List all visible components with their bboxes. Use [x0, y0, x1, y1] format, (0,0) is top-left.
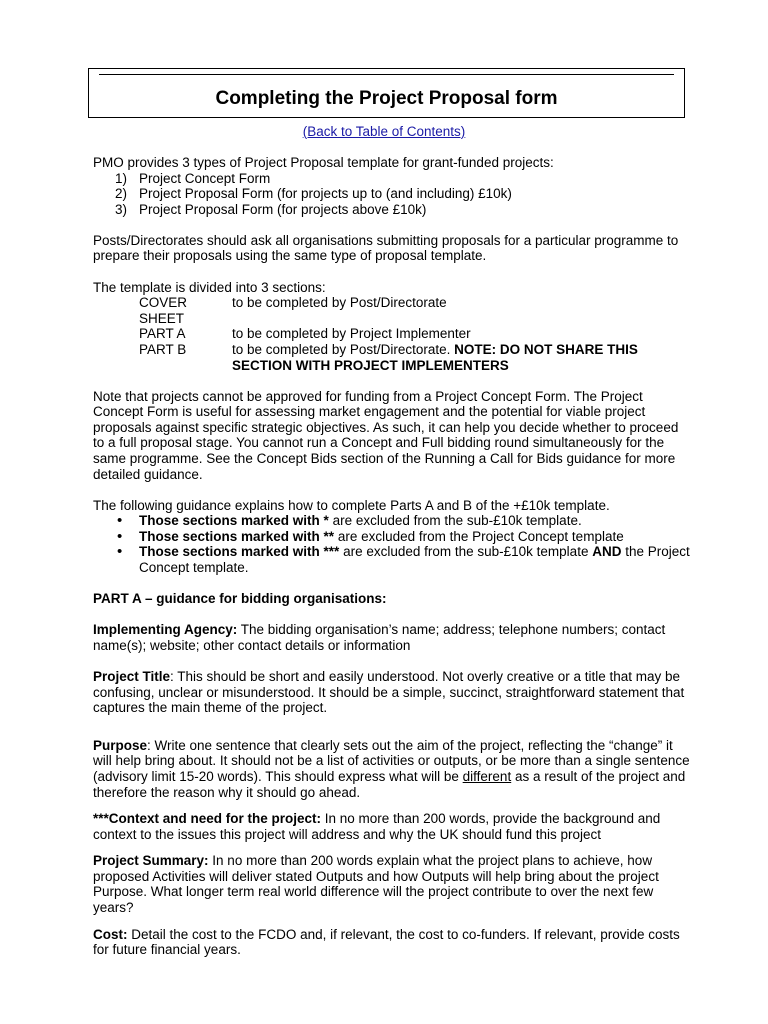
field-context: ***Context and need for the project: In no more than 200 words, provide the background and context to the issues this project will address and why the UK should fund this project [93, 811, 661, 842]
section-desc: to be completed by Project Implementer [232, 326, 471, 342]
document-body [93, 155, 693, 958]
section-row [93, 342, 693, 373]
list-item: Project Proposal Form (for projects up to (and including) £10k) [139, 186, 512, 202]
back-to-toc-link[interactable]: (Back to Table of Contents) [302, 124, 466, 139]
field-purpose: Purpose: Write one sentence that clearly sets out the aim of the project, reflecting the “change” it will help bring about. It should not be a list of activities or outputs, or be more than a single sentence (advisory limit 15-20 words). This should express what will be different as a result of the project and therefore the reason why it should go ahead. [93, 737, 690, 800]
list-item: Project Proposal Form (for projects above £10k) [139, 201, 427, 217]
section-row [93, 326, 693, 342]
section-desc: to be completed by Post/Directorate [232, 295, 447, 311]
field-implementing-agency: Implementing Agency: The bidding organisation’s name; address; telephone numbers; contact name(s); website; other contact details or information [93, 622, 666, 653]
section-name: PART B [139, 341, 187, 357]
section-name: PART A [139, 326, 186, 342]
page-title: Completing the Project Proposal form [215, 88, 558, 109]
markers-list [93, 513, 693, 575]
list-item: Project Concept Form [139, 170, 271, 186]
field-cost: Cost: Detail the cost to the FCDO and, if relevant, the cost to co-funders. If relevant, provide costs for future financial years. [93, 926, 680, 958]
section-row [93, 295, 693, 326]
guidance-intro: The following guidance explains how to complete Parts A and B of the +£10k template. [93, 497, 610, 513]
section-name: COVER SHEET [139, 295, 188, 326]
sections-intro: The template is divided into 3 sections: [93, 279, 326, 295]
list-item: • Those sections marked with *** are excluded from the sub-£10k template AND the Project Concept template. [115, 544, 693, 575]
intro-text: PMO provides 3 types of Project Proposal template for grant-funded projects: [93, 155, 554, 170]
field-project-summary: Project Summary: In no more than 200 words explain what the project plans to achieve, how proposed Activities will deliver stated Outputs and how Outputs will help bring about the project Purpose. What longer term real world difference will the project contribute to over the next few years? [93, 853, 659, 916]
list-item: • Those sections marked with * are excluded from the sub-£10k template. [115, 513, 693, 529]
part-a-heading: PART A – guidance for bidding organisations: [93, 591, 387, 607]
section-desc: to be completed by Post/Directorate. NOTE: DO NOT SHARE THIS SECTION WITH PROJECT IMPLEMENTERS [232, 341, 638, 373]
posts-paragraph: Posts/Directorates should ask all organisations submitting proposals for a particular programme to prepare their proposals using the same type of proposal template. [93, 232, 679, 264]
sections-table [93, 295, 693, 373]
title-box [88, 68, 685, 118]
concept-note-paragraph: Note that projects cannot be approved for funding from a Project Concept Form. The Project Concept Form is useful for assessing market engagement and the potential for viable project proposals against specific strategic objectives. As such, it can help you decide whether to proceed to a full proposal stage. You cannot run a Concept and Full bidding round simultaneously for the same programme. See the Concept Bids section of the Running a Call for Bids guidance for more detailed guidance. [93, 388, 679, 482]
share-warning: NOTE: DO NOT SHARE THIS SECTION WITH PROJECT IMPLEMENTERS [232, 341, 638, 373]
title-rule [99, 74, 674, 75]
field-project-title: Project Title: This should be short and easily understood. Not overly creative or a title that may be confusing, unclear or misunderstood. It should be a simple, succinct, straightforward statement that captures the main theme of the project. [93, 668, 685, 716]
list-item: • Those sections marked with ** are excluded from the Project Concept template [115, 529, 693, 545]
template-types-list [93, 171, 693, 218]
